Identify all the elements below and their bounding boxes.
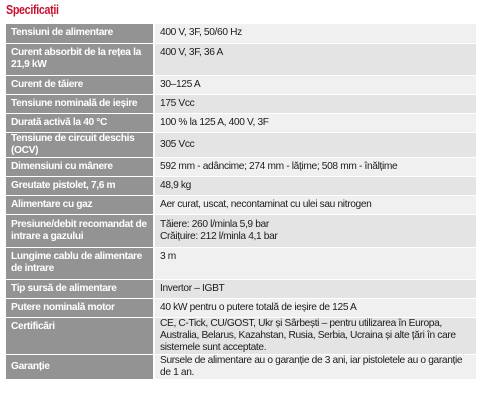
row-value <box>154 214 476 247</box>
row-label: Dimensiuni cu mânere <box>6 157 154 176</box>
table-row <box>6 317 476 354</box>
specifications-table <box>6 24 476 380</box>
row-value: Aer curat, uscat, necontaminat cu ulei sau nitrogen <box>154 195 476 214</box>
row-value-line: Crăițuire: 212 l/minla 4,1 bar <box>160 230 278 242</box>
table-row <box>6 132 476 157</box>
table-row <box>6 354 476 379</box>
table-row <box>6 298 476 317</box>
table-row <box>6 279 476 298</box>
row-label: Tensiune de circuit deschis (OCV) <box>6 132 154 157</box>
table-row <box>6 214 476 247</box>
row-label: Garanție <box>6 354 154 379</box>
table-row <box>6 247 476 279</box>
row-value: CE, C-Tick, CU/GOST, Ukr și Sârbești – pentru utilizarea în Europa, Australia, Belarus, Kazahstan, Rusia, Serbia, Ucraina și alte țări în care sistemele sunt acceptate. <box>154 317 476 354</box>
row-label: Certificări <box>6 317 154 354</box>
table-row <box>6 75 476 94</box>
row-label: Tensiuni de alimentare <box>6 24 154 43</box>
row-value: 400 V, 3F, 36 A <box>154 43 476 75</box>
table-row <box>6 24 476 43</box>
row-label: Tensiune nominală de ieșire <box>6 94 154 113</box>
row-value: 305 Vcc <box>154 132 476 157</box>
row-value: 100 % la 125 A, 400 V, 3F <box>154 113 476 132</box>
row-label: Curent absorbit de la rețea la 21,9 kW <box>6 43 154 75</box>
row-label: Curent de tăiere <box>6 75 154 94</box>
row-label: Alimentare cu gaz <box>6 195 154 214</box>
table-row <box>6 195 476 214</box>
row-label: Putere nominală motor <box>6 298 154 317</box>
table-row <box>6 157 476 176</box>
table-row <box>6 176 476 195</box>
row-label: Presiune/debit recomandat de intrare a gazului <box>6 214 154 247</box>
row-label: Lungime cablu de alimentare de intrare <box>6 247 154 279</box>
row-value-line: Tăiere: 260 l/minla 5,9 bar <box>160 218 269 230</box>
table-row <box>6 94 476 113</box>
row-value: Sursele de alimentare au o garanție de 3 ani, iar pistoletele au o garanție de 1 an. <box>154 354 476 379</box>
row-label: Tip sursă de alimentare <box>6 279 154 298</box>
row-value: 30–125 A <box>154 75 476 94</box>
row-value: 40 kW pentru o putere totală de ieșire de 125 A <box>154 298 476 317</box>
row-value: 48,9 kg <box>154 176 476 195</box>
row-value: Invertor – IGBT <box>154 279 476 298</box>
row-label: Greutate pistolet, 7,6 m <box>6 176 154 195</box>
row-label: Durată activă la 40 °C <box>6 113 154 132</box>
table-row <box>6 113 476 132</box>
row-value: 592 mm - adâncime; 274 mm - lățime; 508 mm - înălțime <box>154 157 476 176</box>
row-value: 3 m <box>154 247 476 279</box>
row-value: 400 V, 3F, 50/60 Hz <box>154 24 476 43</box>
table-row <box>6 43 476 75</box>
section-title: Specificații <box>6 3 59 17</box>
row-value: 175 Vcc <box>154 94 476 113</box>
